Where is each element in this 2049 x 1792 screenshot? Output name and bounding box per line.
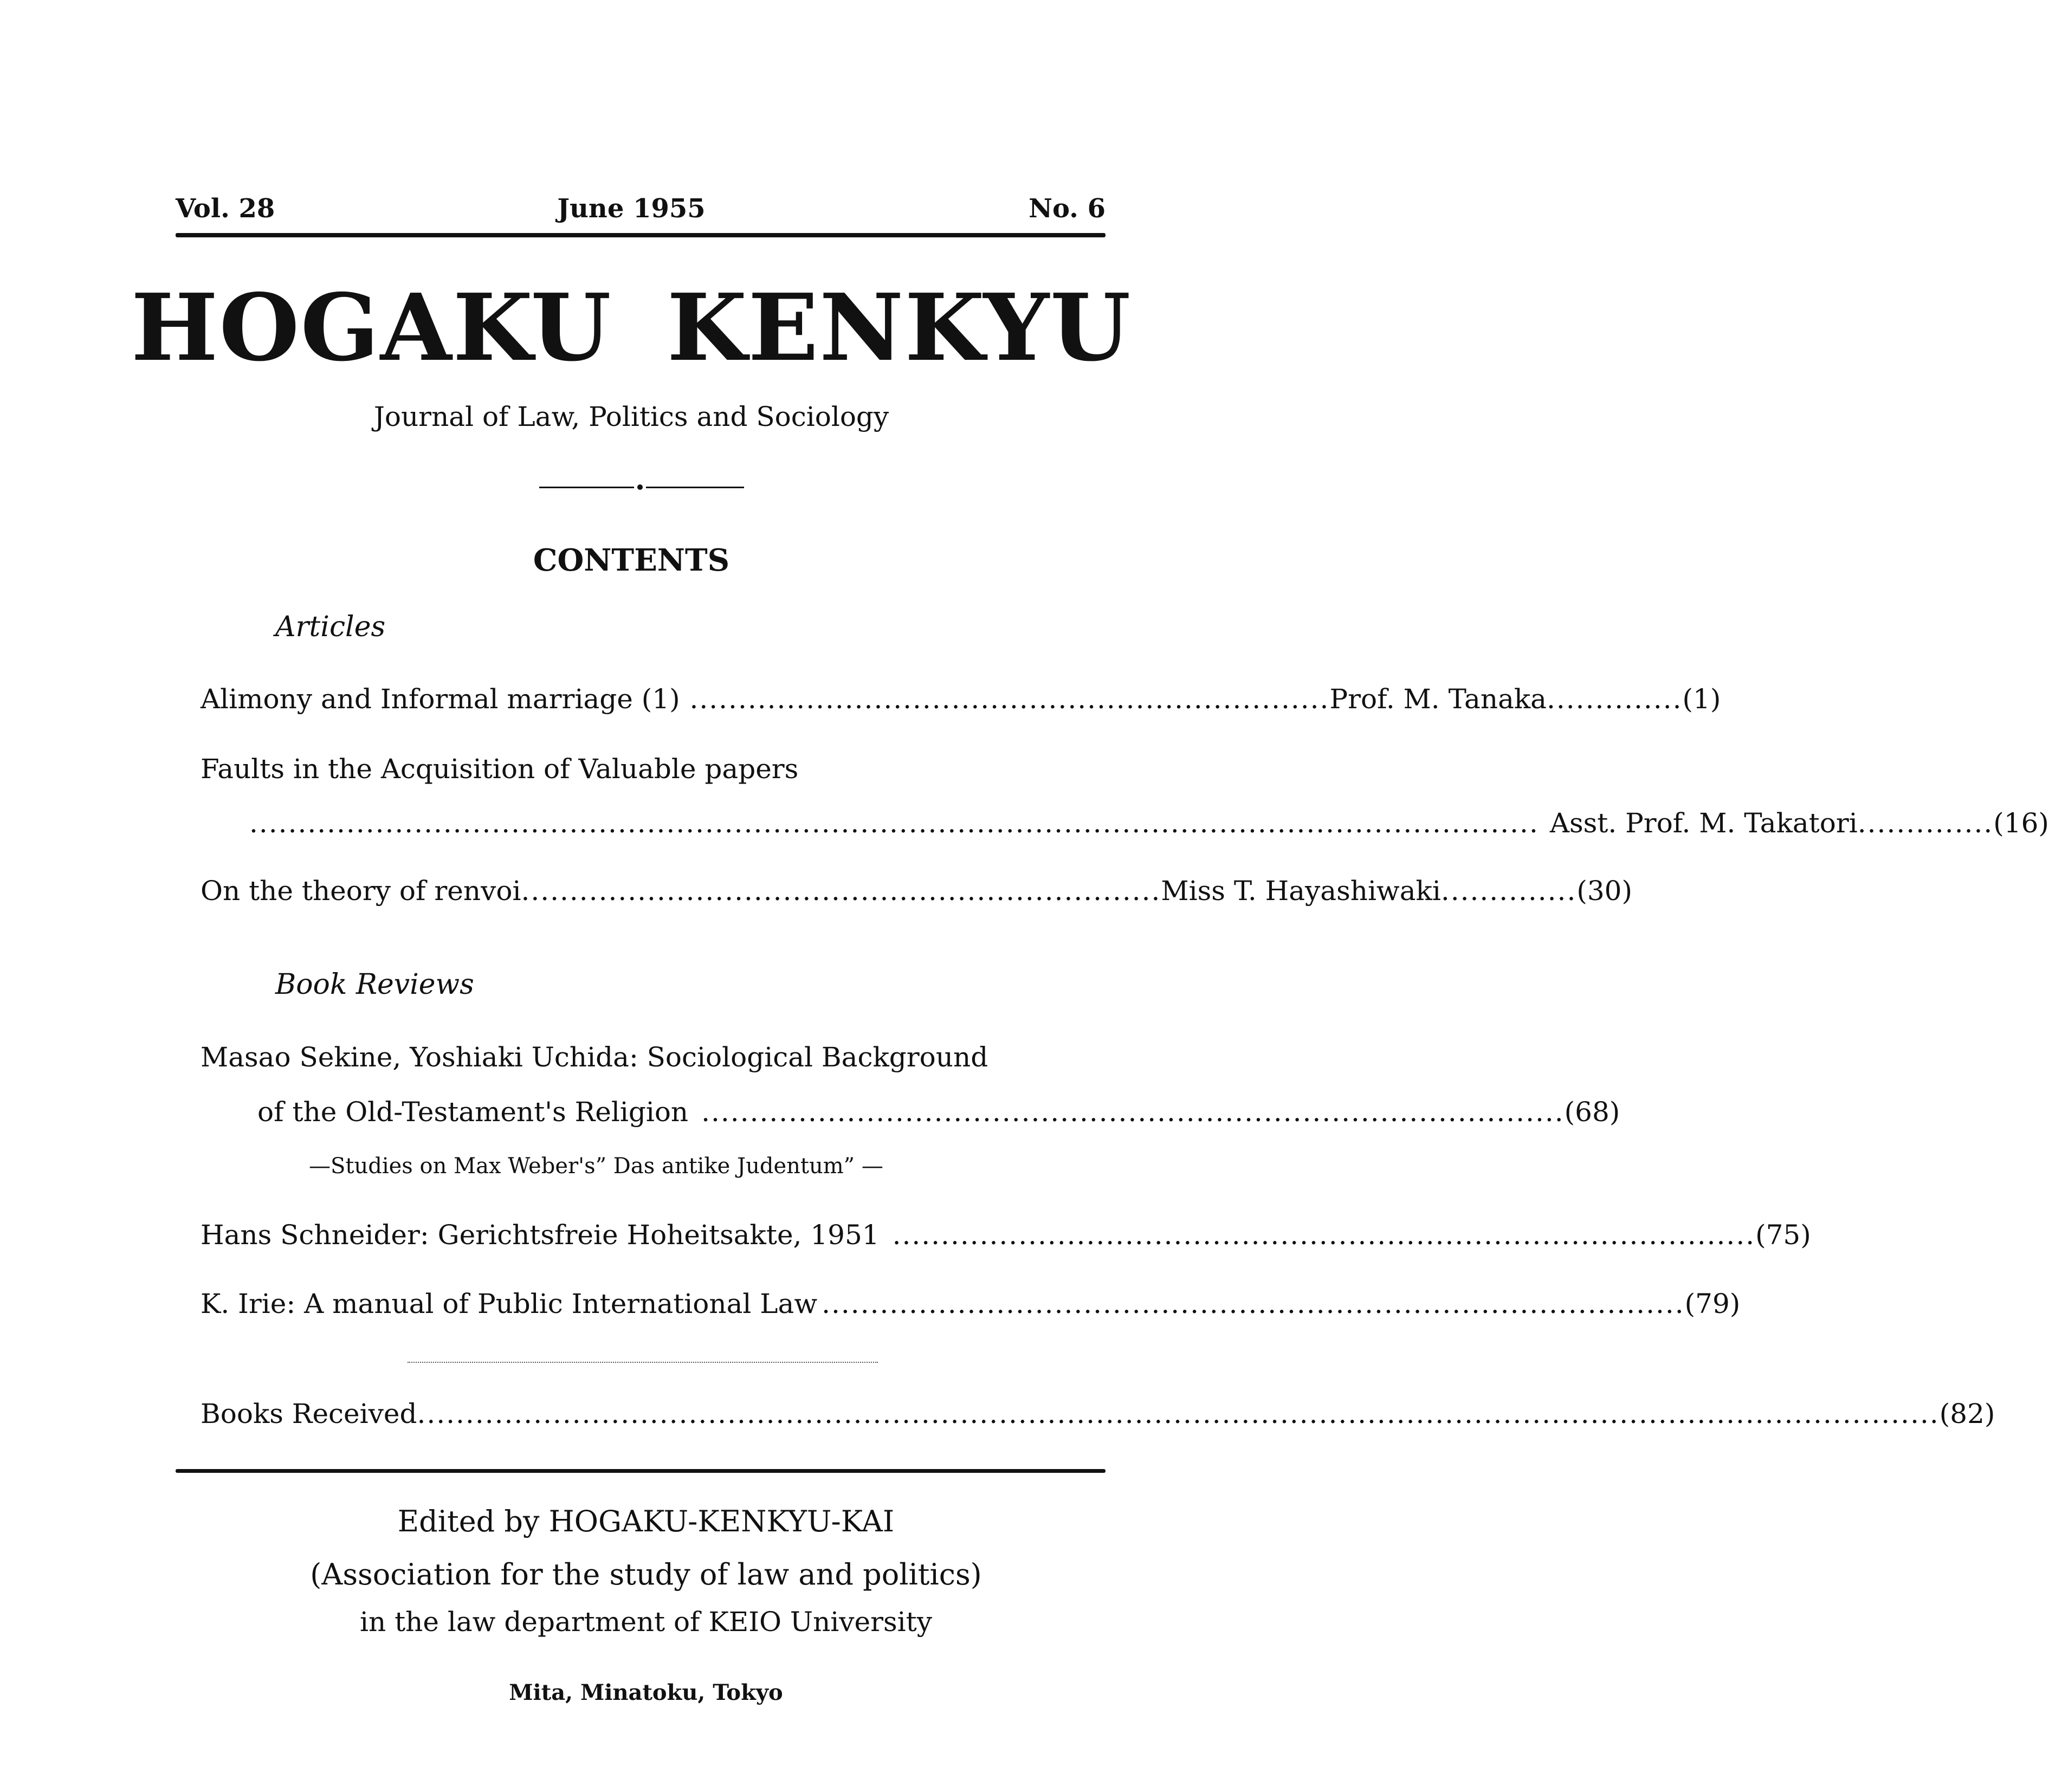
- review-title: Masao Sekine, Yoshiaki Uchida: Sociological Background: [201, 1041, 988, 1073]
- address: Mita, Minatoku, Tokyo: [509, 1680, 783, 1705]
- books-received-page: (82): [1939, 1398, 1995, 1429]
- edited-by: Edited by HOGAKU-KENKYU-KAI: [397, 1504, 895, 1538]
- dot-leader: .....................................................................................................................................: [249, 807, 1539, 839]
- dot-leader: ..................................................................: [521, 875, 1161, 907]
- review-title: Hans Schneider: Gerichtsfreie Hoheitsakte, 1951: [201, 1219, 880, 1251]
- article-author: Asst. Prof. M. Takatori: [1549, 807, 1858, 839]
- dot-leader: .........................................................................................: [822, 1288, 1685, 1319]
- volume-label: Vol. 28: [176, 193, 275, 224]
- book-reviews-heading: Book Reviews: [275, 968, 474, 1001]
- header-rule: [176, 233, 1106, 237]
- article-author: Prof. M. Tanaka: [1329, 683, 1547, 715]
- review-subtitle: —Studies on Max Weber's” Das antike Judentum” —: [309, 1154, 883, 1179]
- article-row-continued: [249, 804, 2049, 842]
- contents-heading: CONTENTS: [533, 542, 730, 578]
- dot-leader: .........................................................................................: [892, 1219, 1756, 1251]
- dot-leader: ..............: [1547, 683, 1683, 715]
- footer-rule: [176, 1469, 1106, 1473]
- article-page: (30): [1576, 875, 1632, 907]
- article-row: [201, 750, 1079, 788]
- article-row: [201, 872, 1632, 910]
- review-page: (75): [1755, 1219, 1811, 1251]
- journal-subtitle: Journal of Law, Politics and Sociology: [373, 401, 889, 432]
- ornament-divider: [539, 487, 744, 488]
- issue-number: No. 6: [1029, 193, 1106, 224]
- department: in the law department of KEIO University: [359, 1606, 932, 1638]
- books-received-title: Books Received: [201, 1398, 417, 1429]
- review-row: [201, 1038, 1079, 1076]
- review-page: (79): [1684, 1288, 1741, 1319]
- article-title: Faults in the Acquisition of Valuable papers: [201, 753, 799, 785]
- review-title: K. Irie: A manual of Public International Law: [201, 1288, 818, 1319]
- dot-leader: .............................................................................................................................................................: [417, 1398, 1940, 1429]
- article-page: (16): [1993, 807, 2049, 839]
- dot-leader: .........................................................................................: [701, 1096, 1565, 1128]
- dotted-divider: [408, 1362, 878, 1363]
- association: (Association for the study of law and politics): [310, 1557, 982, 1592]
- article-author: Miss T. Hayashiwaki: [1161, 875, 1441, 907]
- article-page: (1): [1682, 683, 1721, 715]
- issue-date: June 1955: [557, 193, 706, 224]
- dot-leader: ..............: [1440, 875, 1577, 907]
- article-row: [201, 680, 1721, 718]
- review-page: (68): [1564, 1096, 1620, 1128]
- dot-leader: ..................................................................: [680, 683, 1330, 715]
- review-row: [201, 1285, 1741, 1323]
- books-received-row: [201, 1395, 1995, 1433]
- dot-leader: ..............: [1857, 807, 1994, 839]
- review-row: [201, 1216, 1811, 1254]
- review-row-continued: [257, 1093, 1620, 1131]
- articles-heading: Articles: [275, 611, 386, 643]
- review-title-continued: of the Old-Testament's Religion: [257, 1096, 689, 1128]
- article-title: Alimony and Informal marriage (1): [201, 683, 680, 715]
- article-title: On the theory of renvoi: [201, 875, 521, 907]
- journal-title: HOGAKU KENKYU: [131, 274, 1132, 382]
